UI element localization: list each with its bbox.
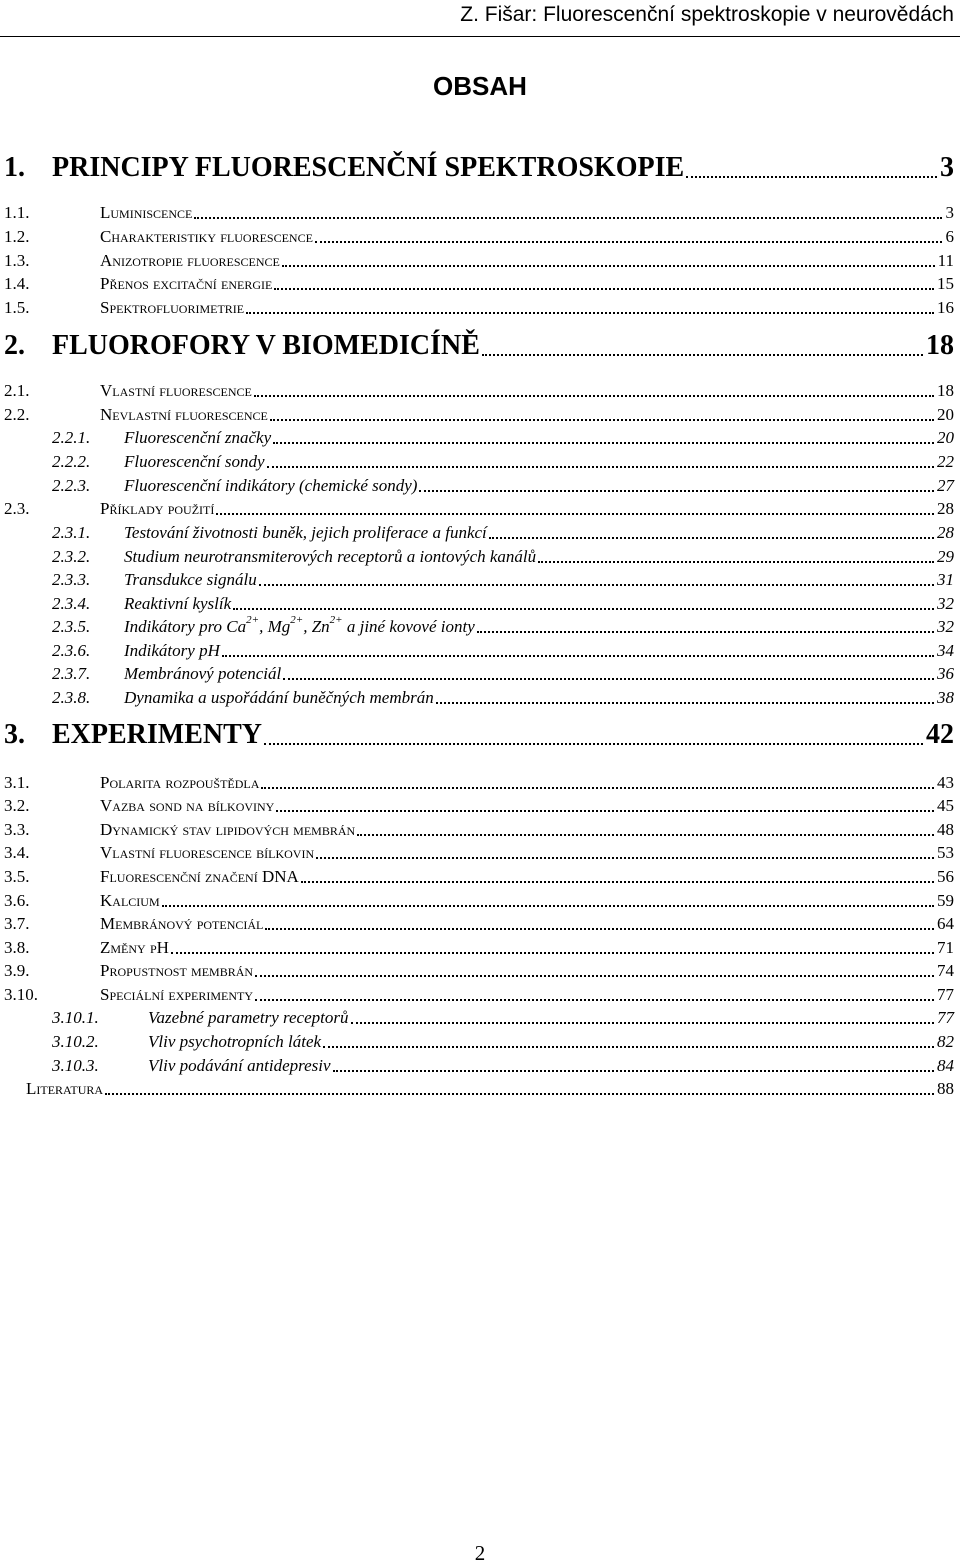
- dot-leader: [261, 787, 934, 789]
- toc-entry-label: Luminiscence: [100, 201, 194, 225]
- toc-entry-label: Anizotropie fluorescence: [100, 249, 282, 273]
- header-rule: [0, 36, 960, 37]
- toc-entry[interactable]: [0, 426, 954, 450]
- toc-entry-number: 1.5.: [4, 298, 30, 317]
- toc-entry-label: Charakteristiky fluorescence: [100, 225, 315, 249]
- toc-entry-number: 2.1.: [4, 381, 30, 400]
- dot-leader: [162, 905, 934, 907]
- toc-entry[interactable]: [0, 662, 954, 686]
- toc-entry[interactable]: [0, 149, 954, 187]
- toc-entry-label: EXPERIMENTY: [52, 716, 264, 754]
- toc-entry-page: 42: [923, 716, 954, 754]
- toc-entry[interactable]: [0, 889, 954, 913]
- toc-entry-page: 34: [934, 639, 954, 663]
- page-number: 2: [474, 1541, 486, 1565]
- toc-entry-label: Studium neurotransmiterových receptorů a iontových kanálů: [124, 545, 538, 569]
- toc-entry-page: 28: [934, 497, 954, 521]
- toc-entry-label: Změny pH: [100, 936, 171, 960]
- dot-leader: [273, 442, 934, 444]
- toc-entry[interactable]: [0, 545, 954, 569]
- toc-entry-label: Propustnost membrán: [100, 959, 255, 983]
- dot-leader: [194, 217, 942, 219]
- toc-entry[interactable]: [0, 686, 954, 710]
- toc-entry-page: 31: [934, 568, 954, 592]
- dot-leader: [105, 1093, 934, 1095]
- toc-entry-label: Vlastní fluorescence: [100, 379, 254, 403]
- toc-entry-label: Transdukce signálu: [124, 568, 259, 592]
- toc-entry-label: Literatura: [26, 1077, 105, 1101]
- toc-entry[interactable]: [0, 639, 954, 663]
- toc-entry-number: 1.: [4, 152, 25, 183]
- toc-entry-number: 3.7.: [4, 914, 30, 933]
- toc-entry-page: 18: [934, 379, 954, 403]
- toc-entry-number: 2.2.1.: [52, 428, 91, 447]
- page-title: OBSAH: [433, 71, 527, 101]
- toc-entry-label: Dynamický stav lipidových membrán: [100, 818, 357, 842]
- dot-leader: [351, 1022, 934, 1024]
- toc-entry[interactable]: [0, 1006, 954, 1030]
- toc-entry-label: Nevlastní fluorescence: [100, 403, 270, 427]
- dot-leader: [254, 395, 934, 397]
- running-header: Z. Fišar: Fluorescenční spektroskopie v neurovědách: [460, 3, 954, 26]
- toc-entry-number: 1.1.: [4, 203, 30, 222]
- toc-entry-page: 27: [934, 474, 954, 498]
- toc-entry-number: 3.10.: [4, 985, 38, 1004]
- toc-entry-number: 2.2.2.: [52, 452, 91, 471]
- charge-superscript: 2+: [290, 614, 304, 626]
- dot-leader: [357, 834, 934, 836]
- toc-entry[interactable]: [0, 249, 954, 273]
- toc-entry[interactable]: [0, 450, 954, 474]
- toc-entry-label: Vliv psychotropních látek: [148, 1030, 323, 1054]
- toc-entry-label: Speciální experimenty: [100, 983, 255, 1007]
- toc-entry-number: 3.1.: [4, 773, 30, 792]
- toc-entry-number: 2.2.3.: [52, 476, 91, 495]
- toc-entry-page: 16: [934, 296, 954, 320]
- toc-entry-page: 84: [934, 1054, 954, 1078]
- toc-entry-number: 2.3.7.: [52, 664, 91, 683]
- toc-entry-label: Dynamika a uspořádání buněčných membrán: [124, 686, 436, 710]
- toc-entry-page: 29: [934, 545, 954, 569]
- toc-entry-number: 3.10.2.: [52, 1032, 99, 1051]
- toc-entry[interactable]: [0, 1054, 954, 1078]
- toc-entry[interactable]: [0, 936, 954, 960]
- toc-entry-page: 74: [934, 959, 954, 983]
- dot-leader: [686, 176, 937, 178]
- toc-entry-label: Vlastní fluorescence bílkovin: [100, 841, 316, 865]
- dot-leader: [276, 810, 934, 812]
- toc-entry-number: 2.3.6.: [52, 641, 91, 660]
- label-part: a jiné kovové ionty: [342, 617, 475, 636]
- toc-entry-number: 1.4.: [4, 274, 30, 293]
- toc-entry-label: Spektrofluorimetrie: [100, 296, 246, 320]
- toc-entry-label: [124, 615, 477, 639]
- toc-entry[interactable]: [0, 1030, 954, 1054]
- toc-entry[interactable]: [0, 818, 954, 842]
- toc-entry-number: 2.3.4.: [52, 594, 91, 613]
- toc-entry-number: 1.2.: [4, 227, 30, 246]
- dot-leader: [222, 655, 934, 657]
- dot-leader: [255, 999, 934, 1001]
- toc-entry-page: 53: [934, 841, 954, 865]
- dot-leader: [282, 265, 935, 267]
- toc-entry[interactable]: [0, 521, 954, 545]
- dot-leader: [274, 288, 934, 290]
- dot-leader: [436, 702, 934, 704]
- toc-entry[interactable]: [0, 841, 954, 865]
- toc-entry-page: 77: [934, 1006, 954, 1030]
- toc-entry-page: 20: [934, 403, 954, 427]
- toc-entry-label: Indikátory pH: [124, 639, 222, 663]
- toc-entry-label: Fluorescenční sondy: [124, 450, 267, 474]
- toc-entry-number: 2.3.3.: [52, 570, 91, 589]
- toc-entry[interactable]: [0, 794, 954, 818]
- dot-leader: [270, 419, 934, 421]
- dot-leader: [267, 466, 934, 468]
- toc-entry-page: 15: [934, 272, 954, 296]
- toc-entry-number: 3.4.: [4, 843, 30, 862]
- toc-entry-page: 43: [934, 771, 954, 795]
- dot-leader: [482, 354, 923, 356]
- toc-entry-number: 2.3.: [4, 499, 30, 518]
- toc-entry-page: 28: [934, 521, 954, 545]
- dot-leader: [264, 743, 923, 745]
- toc-entry-page: 22: [934, 450, 954, 474]
- toc-entry-label: PRINCIPY FLUORESCENČNÍ SPEKTROSKOPIE: [52, 149, 686, 187]
- toc-entry-label: Příklady použití: [100, 497, 216, 521]
- toc-entry[interactable]: [0, 474, 954, 498]
- dot-leader: [315, 241, 942, 243]
- dot-leader: [233, 608, 934, 610]
- toc-entry-page: 59: [934, 889, 954, 913]
- toc-entry-label: Fluorescenční značky: [124, 426, 273, 450]
- toc-entry-label: Fluorescenční indikátory (chemické sondy): [124, 474, 419, 498]
- toc-entry-page: 3: [943, 201, 955, 225]
- toc-entry-number: 3.5.: [4, 867, 30, 886]
- toc-entry-number: 2.3.2.: [52, 547, 91, 566]
- toc-entry-number: 2.3.1.: [52, 523, 91, 542]
- label-part: Indikátory pro Ca: [124, 617, 247, 636]
- toc-entry[interactable]: [0, 403, 954, 427]
- toc-entry[interactable]: [0, 272, 954, 296]
- toc-entry-page: 56: [934, 865, 954, 889]
- toc-entry-number: 3.6.: [4, 891, 30, 910]
- toc-entry-page: 20: [934, 426, 954, 450]
- toc-entry[interactable]: [0, 912, 954, 936]
- toc-entry-label: Vliv podávání antidepresiv: [148, 1054, 333, 1078]
- dot-leader: [489, 537, 934, 539]
- toc-entry-page: 48: [934, 818, 954, 842]
- toc-entry-page: 3: [937, 149, 954, 187]
- toc-entry-page: 45: [934, 794, 954, 818]
- toc-entry[interactable]: [0, 771, 954, 795]
- toc-entry-page: 36: [934, 662, 954, 686]
- dot-leader: [283, 678, 934, 680]
- toc-entry-page: 71: [934, 936, 954, 960]
- toc-entry-page: 77: [934, 983, 954, 1007]
- toc-entry[interactable]: [0, 379, 954, 403]
- dot-leader: [301, 881, 934, 883]
- toc-entry-label: Vazba sond na bílkoviny: [100, 794, 276, 818]
- toc-entry[interactable]: [0, 983, 954, 1007]
- toc-entry-number: 2.3.5.: [52, 617, 91, 636]
- toc-entry-number: 3.9.: [4, 961, 30, 980]
- toc-entry-page: 11: [935, 249, 954, 273]
- toc-entry-label: Membránový potenciál: [100, 912, 265, 936]
- dot-leader: [246, 312, 934, 314]
- toc-entry-page: 38: [934, 686, 954, 710]
- label-part: , Mg: [259, 617, 291, 636]
- dot-leader: [316, 857, 934, 859]
- dot-leader: [259, 584, 934, 586]
- toc-entry-label: Vazebné parametry receptorů: [148, 1006, 351, 1030]
- toc-entry-page: 82: [934, 1030, 954, 1054]
- toc-entry[interactable]: [0, 568, 954, 592]
- charge-superscript: 2+: [329, 614, 343, 626]
- toc-entry-label: Membránový potenciál: [124, 662, 283, 686]
- dot-leader: [255, 975, 934, 977]
- dot-leader: [477, 631, 934, 633]
- toc-entry[interactable]: [0, 959, 954, 983]
- toc-entry-page: 32: [934, 592, 954, 616]
- toc-entry-number: 1.3.: [4, 251, 30, 270]
- toc-entry-number: 2.: [4, 330, 25, 361]
- label-part: , Zn: [303, 617, 330, 636]
- dot-leader: [323, 1046, 934, 1048]
- toc-entry[interactable]: [0, 497, 954, 521]
- toc-entry[interactable]: [0, 716, 954, 754]
- toc-entry-number: 3.10.1.: [52, 1008, 99, 1027]
- toc-entry[interactable]: [0, 327, 954, 365]
- toc-entry-number: 3.2.: [4, 796, 30, 815]
- toc-entry[interactable]: [0, 201, 954, 225]
- toc-entry-page: 32: [934, 615, 954, 639]
- dot-leader: [171, 952, 934, 954]
- toc-entry-label: Polarita rozpouštědla: [100, 771, 261, 795]
- dot-leader: [538, 561, 934, 563]
- toc-entry-number: 2.2.: [4, 405, 30, 424]
- toc-entry-page: 6: [943, 225, 955, 249]
- toc-entry[interactable]: [0, 1077, 954, 1101]
- toc-entry-label: Přenos excitační energie: [100, 272, 274, 296]
- toc-entry[interactable]: [0, 865, 954, 889]
- toc-entry[interactable]: [0, 225, 954, 249]
- dot-leader: [419, 490, 934, 492]
- toc-entry-number: 3.: [4, 719, 25, 750]
- dot-leader: [333, 1070, 934, 1072]
- toc-entry-label: Kalcium: [100, 889, 162, 913]
- toc-entry-page: 18: [923, 327, 954, 365]
- toc-entry-number: 2.3.8.: [52, 688, 91, 707]
- toc-entry-number: 3.8.: [4, 938, 30, 957]
- charge-superscript: 2+: [246, 614, 260, 626]
- toc-entry-number: 3.3.: [4, 820, 30, 839]
- toc-entry-page: 88: [934, 1077, 954, 1101]
- toc-entry-label: FLUOROFORY V BIOMEDICÍNĚ: [52, 327, 482, 365]
- toc-entry-page: 64: [934, 912, 954, 936]
- toc-entry[interactable]: [0, 615, 954, 639]
- dot-leader: [216, 513, 934, 515]
- toc-entry-label: Testování životnosti buněk, jejich proliferace a funkcí: [124, 521, 489, 545]
- toc-entry-label: Fluorescenční značení DNA: [100, 865, 301, 889]
- dot-leader: [265, 928, 934, 930]
- toc-entry-number: 3.10.3.: [52, 1056, 99, 1075]
- toc-entry[interactable]: [0, 296, 954, 320]
- toc-entry[interactable]: [0, 592, 954, 616]
- toc-entry-label: Reaktivní kyslík: [124, 592, 233, 616]
